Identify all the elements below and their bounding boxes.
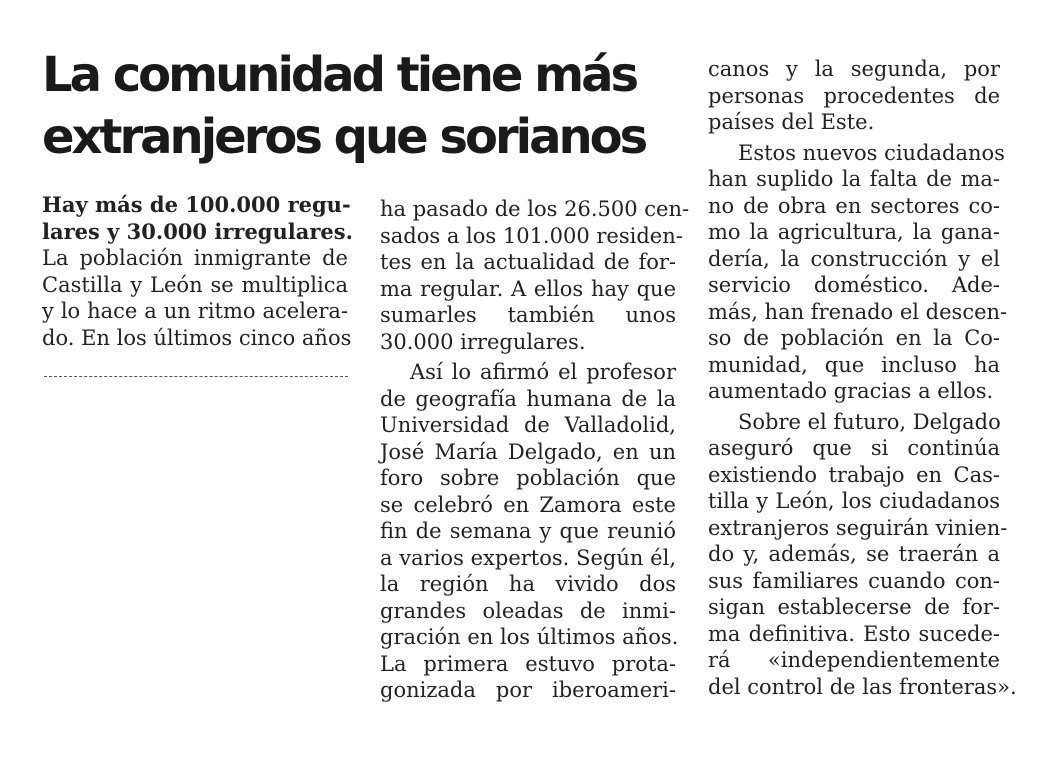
text-line: ma regular. A ellos hay que <box>380 276 676 301</box>
paragraph-start-line: Así lo afirmó el profesor <box>410 360 676 384</box>
lead-line: Hay más de 100.000 regu- <box>42 192 351 217</box>
headline-line-2: extranjeros que sorianos <box>42 109 646 165</box>
paragraph-start-line: Estos nuevos ciudadanos <box>738 140 1005 165</box>
text-line: más, han frenado el descen- <box>708 299 1008 324</box>
column-separator-rule <box>44 376 348 377</box>
text-line: tilla y León, los ciudadanos <box>708 489 1000 513</box>
text-line: Castilla y León se multiplica <box>42 272 348 297</box>
text-line: existiendo trabajo en Cas- <box>708 462 1000 487</box>
column-3 <box>708 56 1017 700</box>
text-line: dería, la construcción y el <box>708 246 1000 271</box>
text-line: José María Delgado, en un <box>380 439 676 464</box>
column-2 <box>380 196 690 704</box>
text-line: munidad, que incluso ha <box>708 352 1000 377</box>
headline <box>42 44 682 168</box>
text-line: Universidad de Valladolid, <box>380 413 676 437</box>
text-line: aseguró que si continúa <box>708 436 1000 460</box>
text-line: y lo hace a un ritmo acelera- <box>42 299 348 323</box>
column-1 <box>42 192 353 351</box>
text-line: La población inmigrante de <box>42 246 348 270</box>
text-line: mo la agricultura, la gana- <box>708 220 1000 244</box>
text-line: sus familiares cuando con- <box>708 568 1000 593</box>
text-line: han suplido la falta de ma- <box>708 167 1000 191</box>
text-line: sados a los 101.000 residen- <box>380 223 683 248</box>
text-line: canos y la segunda, por <box>708 57 1000 81</box>
text-line: de geografía humana de la <box>380 386 676 411</box>
text-line: La primera estuvo prota- <box>380 651 676 676</box>
text-line: fin de semana y que reunió <box>380 519 676 543</box>
text-line: rá «independientemente <box>708 648 1000 672</box>
lead-summary <box>42 192 353 245</box>
text-line: do. En los últimos cinco años <box>42 325 352 350</box>
text-line: sigan establecerse de for- <box>708 595 1000 619</box>
text-line: ma definitiva. Esto sucede- <box>708 621 1000 646</box>
paragraph-start-line: Sobre el futuro, Delgado <box>738 409 1001 434</box>
text-line: personas procedentes de <box>708 83 1000 108</box>
text-line: do y, además, se traerán a <box>708 542 1000 566</box>
text-line: extranjeros seguirán vinien- <box>708 515 1008 540</box>
text-line: se celebró en Zamora este <box>380 492 676 517</box>
text-line: servicio doméstico. Ade- <box>708 273 1000 297</box>
text-line: la región ha vivido dos <box>380 572 676 596</box>
text-line: grandes oleadas de inmi- <box>380 598 676 623</box>
headline-line-1: La comunidad tiene más <box>42 47 637 103</box>
text-line: so de población en la Co- <box>708 326 1000 350</box>
text-line: del control de las fronteras». <box>708 674 1017 699</box>
lead-line: lares y 30.000 irregulares. <box>42 218 353 244</box>
text-line: a varios expertos. Según él, <box>380 545 676 570</box>
text-line: gración en los últimos años. <box>380 625 679 649</box>
text-line: sumarles también unos <box>380 303 676 327</box>
text-line: no de obra en sectores co- <box>708 193 1000 218</box>
text-line: tes en la actualidad de for- <box>380 250 676 274</box>
text-line: 30.000 irregulares. <box>380 329 586 354</box>
text-line: países del Este. <box>708 110 875 134</box>
text-line: foro sobre población que <box>380 466 676 490</box>
text-line: ha pasado de los 26.500 cen- <box>380 197 690 221</box>
text-line: gonizada por iberoameri- <box>380 678 676 702</box>
text-line: aumentado gracias a ellos. <box>708 379 994 403</box>
